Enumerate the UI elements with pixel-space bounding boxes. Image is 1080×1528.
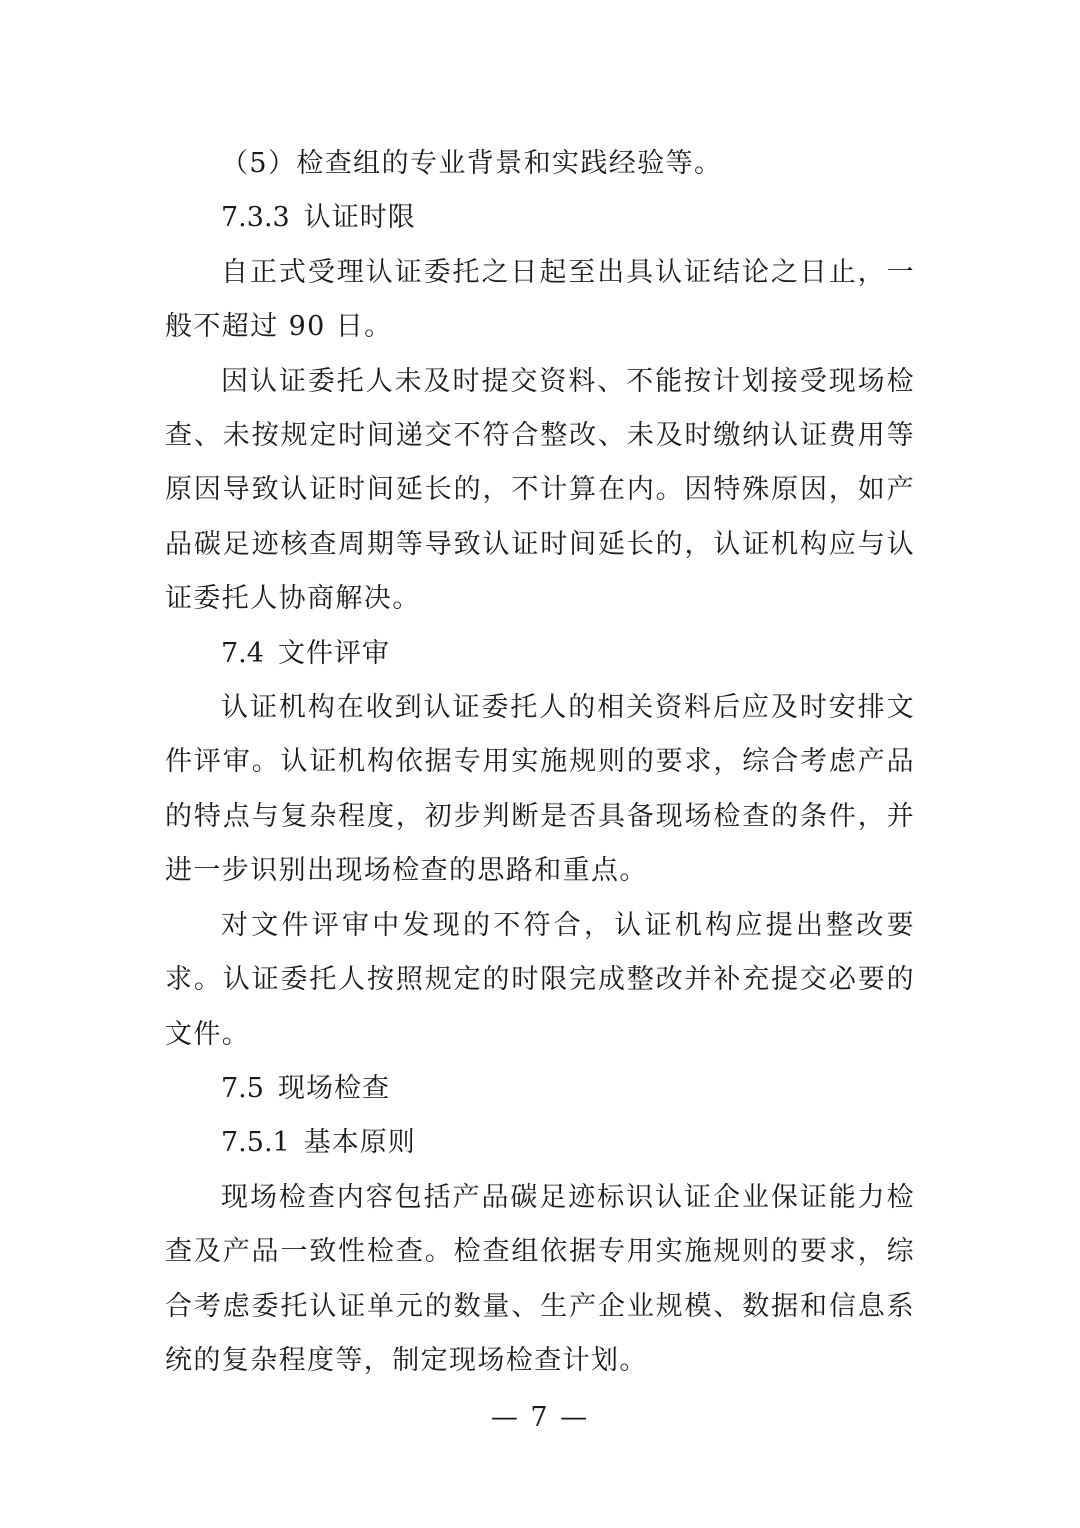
section-title: 文件评审 [277, 637, 390, 669]
section-heading-7-4 [165, 627, 915, 681]
section-title: 认证时限 [303, 202, 416, 234]
document-body [165, 137, 915, 1388]
paragraph-certification-time-limit: 自正式受理认证委托之日起至出具认证结论之日止，一般不超过 90 日。 [165, 256, 915, 343]
section-title: 基本原则 [303, 1127, 416, 1159]
section-heading-7-5 [165, 1062, 915, 1116]
section-heading-7-5-1 [165, 1116, 915, 1170]
paragraph-onsite-inspection-content: 现场检查内容包括产品碳足迹标识认证企业保证能力检查及产品一致性检查。检查组依据专用实施规则的要求，综合考虑委托认证单元的数量、生产企业规模、数据和信息系统的复杂程度等，制定现场检查计划。 [165, 1181, 915, 1376]
paragraph-time-extension: 因认证委托人未及时提交资料、不能按计划接受现场检查、未按规定时间递交不符合整改、未及时缴纳认证费用等原因导致认证时间延长的，不计算在内。因特殊原因，如产品碳足迹核查周期等导致认证时间延长的，认证机构应与认证委托人协商解决。 [165, 365, 915, 615]
section-number: 7.3.3 [221, 202, 290, 234]
section-number: 7.5.1 [221, 1127, 290, 1159]
paragraph-nonconformity-rectification: 对文件评审中发现的不符合，认证机构应提出整改要求。认证委托人按照规定的时限完成整改并补充提交必要的文件。 [165, 909, 915, 1050]
paragraph-inspection-team-background: （5）检查组的专业背景和实践经验等。 [221, 148, 723, 179]
page-number: — 7 — [490, 1402, 590, 1433]
section-heading-7-3-3 [165, 191, 915, 245]
section-number: 7.5 [221, 1072, 264, 1104]
paragraph-document-review: 认证机构在收到认证委托人的相关资料后应及时安排文件评审。认证机构依据专用实施规则的要求，综合考虑产品的特点与复杂程度，初步判断是否具备现场检查的条件，并进一步识别出现场检查的思路和重点。 [165, 692, 915, 887]
section-title: 现场检查 [277, 1072, 390, 1104]
section-number: 7.4 [221, 637, 264, 669]
